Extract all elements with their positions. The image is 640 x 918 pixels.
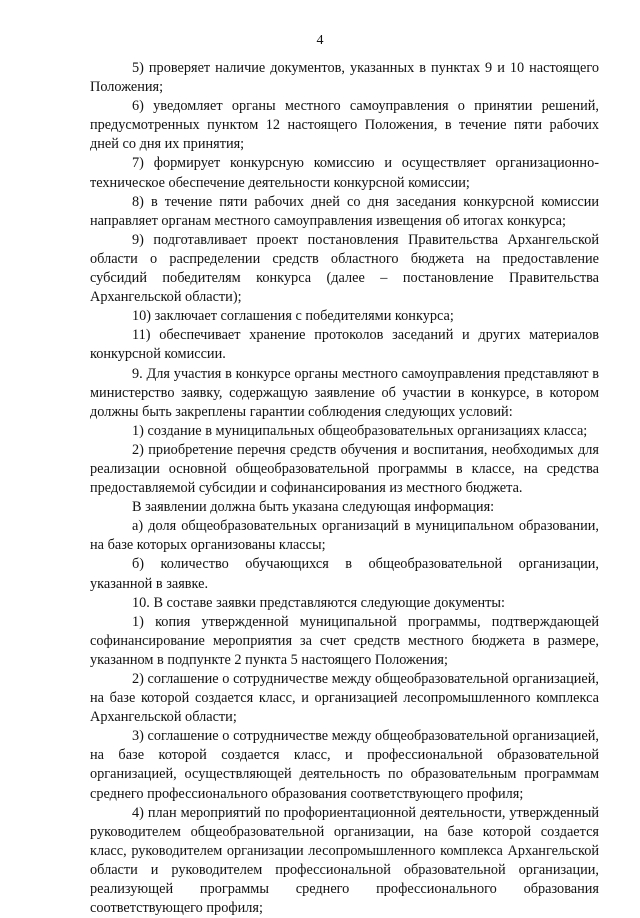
paragraph: 10) заключает соглашения с победителями конкурса; <box>132 308 454 325</box>
paragraph: 9) подготавливает проект постановления Правительства Архангельской области о распределении средств областного бюджета на предоставление субсидий победителям конкурса (далее – постановление Правительства Архангельской области); <box>90 231 599 306</box>
paragraph: а) доля общеобразовательных организаций в муниципальном образовании, на базе которых организованы классы; <box>90 518 599 554</box>
paragraph: 7) формирует конкурсную комиссию и осуществляет организационно-техническое обеспечение деятельности конкурсной комиссии; <box>90 155 599 191</box>
paragraph: 6) уведомляет органы местного самоуправления о принятии решений, предусмотренных пунктом 12 настоящего Положения, в течение пяти рабочих дней со дня их принятия; <box>90 98 599 153</box>
document-body <box>90 59 599 918</box>
page-number: 4 <box>316 33 324 48</box>
paragraph: 8) в течение пяти рабочих дней со дня заседания конкурсной комиссии направляет органам местного самоуправления извещения об итогах конкурса; <box>90 193 599 229</box>
paragraph: 9. Для участия в конкурсе органы местного самоуправления представляют в министерство заявку, содержащую заявление об участии в конкурсе, в котором должны быть закреплены гарантии соблюдения следующих условий: <box>90 365 599 420</box>
paragraph: 2) приобретение перечня средств обучения и воспитания, необходимых для реализации основной общеобразовательной программы в классе, на средства предоставляемой субсидии и софинансирования из местного бюджета. <box>90 441 599 497</box>
paragraph: 5) проверяет наличие документов, указанных в пунктах 9 и 10 настоящего Положения; <box>90 60 599 96</box>
paragraph: В заявлении должна быть указана следующая информация: <box>132 499 495 516</box>
paragraph: 11) обеспечивает хранение протоколов заседаний и других материалов конкурсной комиссии. <box>90 327 599 363</box>
paragraph: 1) копия утвержденной муниципальной программы, подтверждающей софинансирование мероприятия за счет средств местного бюджета в размере, указанном в подпункте 2 пункта 5 настоящего Положения; <box>90 613 599 668</box>
paragraph: 3) соглашение о сотрудничестве между общеобразовательной организацией, на базе которой создается класс, и профессиональной образовательной организацией, осуществляющей деятельность по образовательным программам среднего профессионального образования соответствующего профиля; <box>90 728 599 802</box>
paragraph: 4) план мероприятий по профориентационной деятельности, утвержденный руководителем общеобразовательной организации, на базе которой создается класс, руководителем организации лесопромышленного комплекса Архангельской области и руководителем профессиональной образовательной организации, реализующей программы среднего профессионального образования соответствующего профиля; <box>90 804 599 917</box>
paragraph: 1) создание в муниципальных общеобразовательных организациях класса; <box>132 422 588 439</box>
paragraph: б) количество обучающихся в общеобразовательной организации, указанной в заявке. <box>90 556 599 592</box>
paragraph: 2) соглашение о сотрудничестве между общеобразовательной организацией, на базе которой создается класс, и организацией лесопромышленного комплекса Архангельской области; <box>90 671 599 726</box>
paragraph: 10. В составе заявки представляются следующие документы: <box>132 594 505 611</box>
